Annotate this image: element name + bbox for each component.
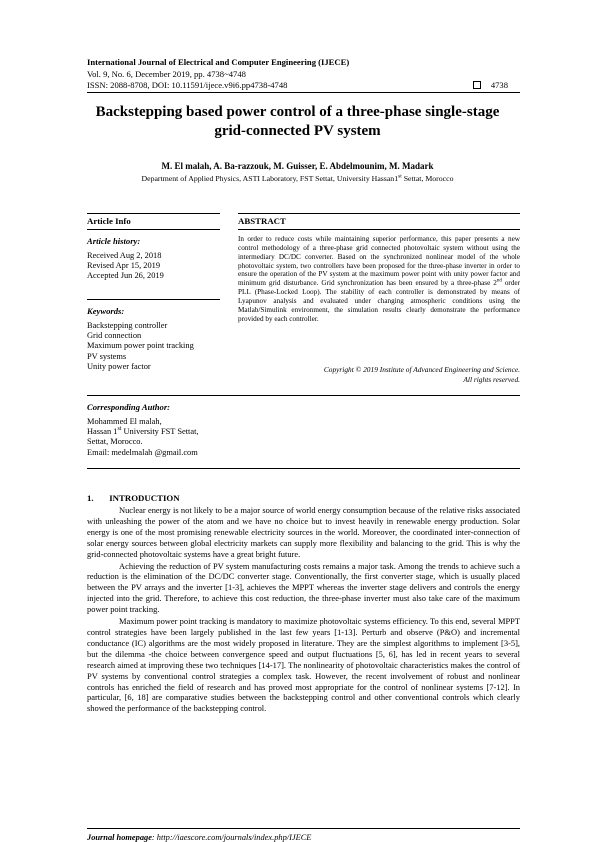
volume-info: Vol. 9, No. 6, December 2019, pp. 4738~4748 [87, 69, 246, 79]
keyword-item: PV systems [87, 351, 127, 361]
article-info-top-rule [87, 213, 220, 214]
paragraph: Achieving the reduction of PV system manufacturing costs remains a major task. Among the trends to achieve such a reduction is the elimination of the DC/DC converter stage. Conventionally, the first converter stage, which is usually placed between the PV arrays and the inverter [1-3], achieves the MPPT whereas the inverter stage delivers and controls the energy injected into the grid. Therefore, to achieve this cost reduction, the three-phase inverter must also take care of the maximum power point tracking. [87, 560, 520, 615]
journal-homepage-label: Journal homepage [87, 833, 152, 842]
keyword-item: Unity power factor [87, 361, 151, 371]
paragraph: Maximum power point tracking is mandatory to maximize photovoltaic systems efficiency. To this end, several MPPT control strategies have been largely published in the last few years [1-13]. Perturb and observe (P&O) and incremental conductance (IC) algorithms are the most widely proposed in literature. They are the simplest algorithms to implement [3-5], but the dilemma -the choice between convergence speed and output fluctuations [5, 6], has led in recent years to several research aimed at improving these two techniques [14-17]. The nonlinearity of photovoltaic characteristics makes the control of PV systems by conventional control strategies a complex task. However, the recent involvement of robust and nonlinear controls has enriched the field of research and has proved most appropriate for the control of nonlinear systems [7-12]. In particular, [6, 18] are comparative studies between the backstepping control and other conventional controls which clearly showed the performance of the backstepping control. [87, 616, 520, 714]
section-number: 1. [87, 493, 94, 503]
page-number-block [473, 80, 508, 90]
copyright-notice [238, 365, 520, 384]
journal-name: International Journal of Electrical and Computer Engineering (IJECE) [87, 57, 350, 67]
article-history-label: Article history: [87, 236, 141, 246]
page-number: 4738 [490, 80, 508, 90]
copyright-line-2: All rights reserved. [463, 374, 520, 384]
author-name: Mohammed El malah, [87, 417, 162, 426]
title-line-1: Backstepping based power control of a three-phase single-stage [95, 104, 500, 120]
article-info-heading: Article Info [87, 216, 131, 226]
issn-doi: ISSN: 2088-8708, DOI: 10.11591/ijece.v9i6.pp4738-4748 [87, 80, 288, 90]
journal-homepage-link[interactable]: : http://iaescore.com/journals/index.php/IJECE [151, 833, 312, 842]
keyword-item: Grid connection [87, 331, 142, 341]
article-history-list [87, 251, 164, 282]
keywords-list [87, 321, 194, 372]
abstract-sub-rule [238, 229, 520, 230]
footer [87, 833, 311, 842]
keywords-label: Keywords: [87, 306, 125, 316]
author-institution: Hassan 1st University FST Settat, [87, 426, 199, 437]
affiliation: Department of Applied Physics, ASTI Laboratory, FST Settat, University Hassan1st Settat, Morocco [141, 173, 454, 183]
authors: M. El malah, A. Ba-razzouk, M. Guisser, E. Abdelmounim, M. Madark [161, 161, 434, 171]
abstract-top-rule [238, 213, 520, 214]
corresponding-heading: Corresponding Author: [87, 402, 171, 412]
header-rule [87, 92, 520, 93]
abstract-heading: ABSTRACT [238, 216, 286, 226]
history-revised: Revised Apr 15, 2019 [87, 261, 161, 271]
paper-title [60, 103, 535, 141]
title-line-2: grid-connected PV system [214, 123, 381, 139]
keyword-item: Backstepping controller [87, 321, 168, 330]
corresponding-bottom-rule [87, 468, 520, 469]
keywords-rule [87, 299, 220, 300]
author-location: Settat, Morocco. [87, 437, 143, 447]
introduction-body [87, 505, 520, 715]
abstract-text: In order to reduce costs while maintaining superior performance, this paper presents a new control methodology of a three-phase grid connected photovoltaic system without using the intermediary DC/DC converter. Based on the synchronized nonlinear model of the whole photovoltaic system, two controllers have been proposed for the three-phase inverter in order to ensure the operation of the PV system at the maximum power point with unity power factor and minimum grid disturbance. Grid synchronization has been ensured by a three-phase 2nd order PLL (Phase-Locked Loop). The stability of each controller is demonstrated by means of Lyapunov analysis and evaluated under changing atmospheric conditions using the Matlab/Simulink environment, the simulation results clearly demonstrate the performance provided by each controller. [238, 235, 520, 323]
corresponding-rule [87, 395, 520, 396]
history-received: Received Aug 2, 2018 [87, 251, 162, 260]
square-icon [473, 81, 481, 89]
corresponding-details [87, 417, 199, 458]
paragraph: Nuclear energy is not likely to be a major source of world energy consumption because of the relative risks associated with unleashing the power of the atom and we have no choice but to invest heavily in renewable energy production. Solar energy is one of the most promising renewable electricity sources in the world. Moreover, the coordinated inter-connection of solar energy sources between global electricity markets can supply more flexibility and balancing to the grid. This is why the grid-connected photovoltaic systems have a great bright future. [87, 505, 520, 559]
footer-rule [87, 828, 520, 829]
section-heading [87, 493, 180, 503]
author-email: Email: medelmalah @gmail.com [87, 447, 198, 457]
keyword-item: Maximum power point tracking [87, 341, 194, 351]
article-info-sub-rule [87, 229, 220, 230]
copyright-line-1: Copyright © 2019 Institute of Advanced Engineering and Science. [323, 365, 520, 374]
section-title: INTRODUCTION [109, 493, 180, 503]
history-accepted: Accepted Jun 26, 2019 [87, 271, 164, 281]
